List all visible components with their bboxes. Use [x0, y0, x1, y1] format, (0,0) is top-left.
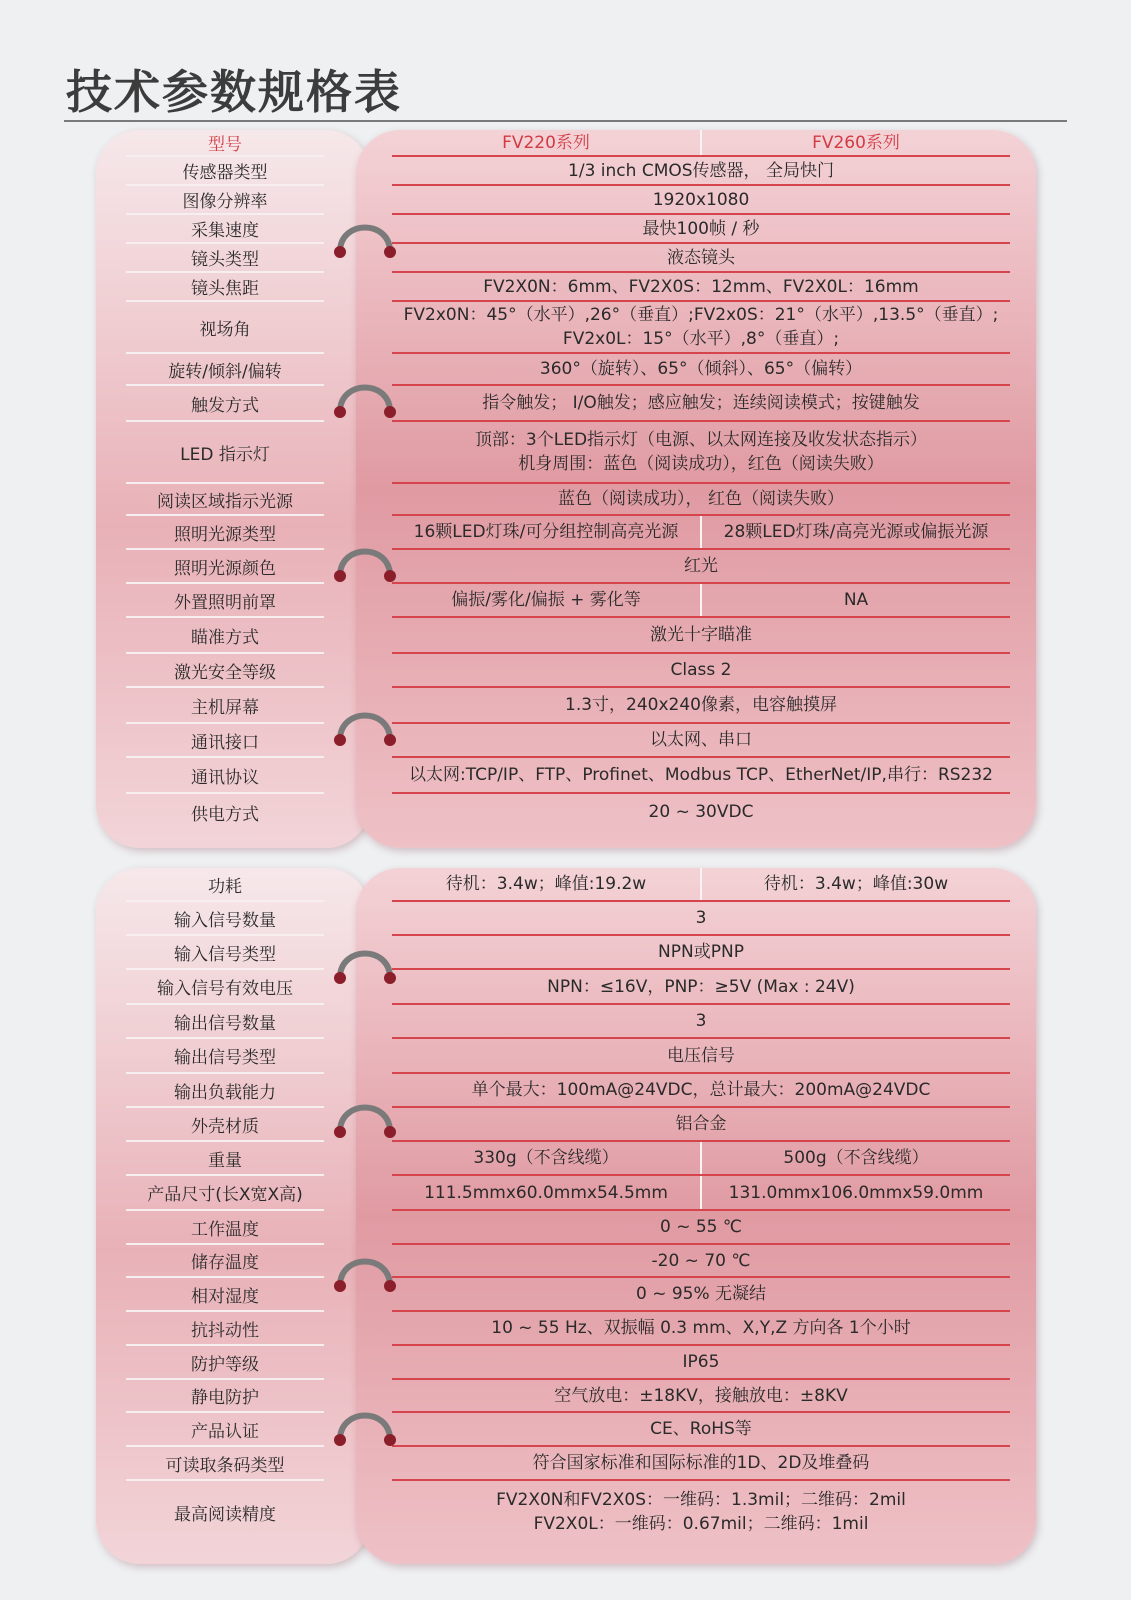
table-row — [96, 1039, 1036, 1074]
table-row — [96, 902, 1036, 936]
binder-ring-icon — [332, 214, 398, 264]
row-label: 镜头类型 — [126, 244, 324, 273]
table-row — [96, 1245, 1036, 1278]
row-value: 3 — [392, 1005, 1010, 1039]
series-a-value: 330g（不含线缆） — [473, 1148, 619, 1168]
table-row — [96, 186, 1036, 215]
row-value — [392, 1481, 1010, 1543]
row-label: 触发方式 — [126, 386, 324, 422]
model-header: 型号 — [126, 130, 324, 157]
value-line: FV2x0N：45°（水平）,26°（垂直）;FV2x0S：21°（水平）,13.5°（垂直）; — [403, 305, 999, 325]
series-a-value: 偏振/雾化/偏振 + 雾化等 — [451, 590, 641, 610]
table-row — [96, 354, 1036, 386]
row-value: 激光十字瞄准 — [392, 618, 1010, 654]
row-label: 抗抖动性 — [126, 1312, 324, 1346]
table-row — [96, 422, 1036, 484]
row-label: 相对湿度 — [126, 1278, 324, 1312]
row-value: 最快100帧 / 秒 — [392, 215, 1010, 244]
row-label: 外壳材质 — [126, 1108, 324, 1142]
row-value: 红光 — [392, 550, 1010, 584]
binder-ring-icon — [332, 1094, 398, 1144]
series-b-header: FV260系列 — [700, 130, 1010, 155]
table-row — [96, 386, 1036, 422]
row-value: 符合国家标准和国际标准的1D、2D及堆叠码 — [392, 1447, 1010, 1481]
row-label: 外置照明前罩 — [126, 584, 324, 618]
row-value: NPN或PNP — [392, 936, 1010, 970]
row-value: 单个最大：100mA@24VDC，总计最大：200mA@24VDC — [392, 1074, 1010, 1108]
table-row — [96, 1176, 1036, 1211]
table-row — [96, 654, 1036, 688]
row-label: 通讯协议 — [126, 758, 324, 794]
row-label: 照明光源颜色 — [126, 550, 324, 584]
table-row — [96, 758, 1036, 794]
row-value: 10 ~ 55 Hz、双振幅 0.3 mm、X,Y,Z 方向各 1个小时 — [392, 1312, 1010, 1346]
row-value: 液态镜头 — [392, 244, 1010, 273]
row-value: 360°（旋转）、65°（倾斜）、65°（偏转） — [392, 354, 1010, 386]
table-row — [96, 1211, 1036, 1245]
row-value: FV2X0N：6mm、FV2X0S：12mm、FV2X0L：16mm — [392, 273, 1010, 302]
row-label: 输入信号有效电压 — [126, 970, 324, 1005]
table-row — [96, 1312, 1036, 1346]
row-label: 防护等级 — [126, 1346, 324, 1380]
table-row — [96, 1447, 1036, 1481]
row-label: 储存温度 — [126, 1245, 324, 1278]
table-row — [96, 688, 1036, 724]
row-label: 可读取条码类型 — [126, 1447, 324, 1481]
row-value: CE、RoHS等 — [392, 1413, 1010, 1447]
row-value — [392, 1142, 1010, 1176]
spec-section-2 — [96, 868, 1036, 1564]
row-label: 镜头焦距 — [126, 273, 324, 302]
row-label: 阅读区域指示光源 — [126, 484, 324, 516]
row-value: 0 ~ 55 ℃ — [392, 1211, 1010, 1245]
series-a-value: 待机：3.4w；峰值:19.2w — [445, 874, 647, 894]
table-row — [96, 484, 1036, 516]
row-value: 0 ~ 95% 无凝结 — [392, 1278, 1010, 1312]
table-row — [96, 584, 1036, 618]
row-label: 通讯接口 — [126, 724, 324, 758]
value-line: 机身周围：蓝色（阅读成功），红色（阅读失败） — [518, 454, 884, 474]
series-b-value: 28颗LED灯珠/高亮光源或偏振光源 — [700, 516, 1010, 548]
row-label: 供电方式 — [191, 804, 259, 825]
row-label: 工作温度 — [126, 1211, 324, 1245]
binder-ring-icon — [332, 1248, 398, 1298]
row-value: 铝合金 — [392, 1108, 1010, 1142]
row-value — [392, 1176, 1010, 1211]
row-label: 采集速度 — [126, 215, 324, 244]
binder-ring-icon — [332, 374, 398, 424]
table-row — [96, 868, 1036, 902]
row-value: 空气放电：±18KV，接触放电：±8KV — [392, 1380, 1010, 1413]
table-row — [96, 302, 1036, 354]
row-value: 指令触发； I/O触发；感应触发；连续阅读模式；按键触发 — [392, 386, 1010, 422]
row-label: 瞄准方式 — [126, 618, 324, 654]
row-value — [392, 584, 1010, 618]
value-line: 顶部：3个LED指示灯（电源、以太网连接及收发状态指示） — [474, 430, 928, 450]
table-row — [96, 1278, 1036, 1312]
row-label: 视场角 — [126, 302, 324, 354]
header-row — [96, 130, 1036, 157]
row-label: 最高阅读精度 — [174, 1504, 276, 1525]
table-row — [96, 1481, 1036, 1543]
table-row — [96, 1074, 1036, 1108]
row-value — [392, 516, 1010, 550]
row-label: 输入信号类型 — [126, 936, 324, 970]
table-row — [96, 157, 1036, 186]
value-line: FV2X0N和FV2X0S：一维码：1.3mil；二维码：2mil — [496, 1490, 906, 1510]
series-a-header: FV220系列 — [502, 132, 590, 153]
row-value — [392, 302, 1010, 354]
row-value: 电压信号 — [392, 1039, 1010, 1074]
row-label: 照明光源类型 — [126, 516, 324, 550]
table-row — [96, 794, 1036, 830]
row-value: 20 ~ 30VDC — [648, 802, 754, 822]
row-value: IP65 — [392, 1346, 1010, 1380]
table-row — [96, 215, 1036, 244]
binder-ring-icon — [332, 1402, 398, 1452]
row-value: 以太网:TCP/IP、FTP、Profinet、Modbus TCP、EtherNet/IP,串行：RS232 — [392, 758, 1010, 794]
series-b-value: 500g（不含线缆） — [700, 1142, 1010, 1174]
row-label: 输入信号数量 — [126, 902, 324, 936]
row-value: 3 — [392, 902, 1010, 936]
table-row — [96, 1005, 1036, 1039]
row-label: 传感器类型 — [126, 157, 324, 186]
table-row — [96, 970, 1036, 1005]
row-value: 以太网、串口 — [392, 724, 1010, 758]
row-label: 旋转/倾斜/偏转 — [126, 354, 324, 386]
table-row — [96, 516, 1036, 550]
row-label: 产品尺寸(长X宽X高) — [126, 1176, 324, 1211]
table-row — [96, 1380, 1036, 1413]
row-label: 主机屏幕 — [126, 688, 324, 724]
row-value: 1920x1080 — [392, 186, 1010, 215]
row-label: 输出信号类型 — [126, 1039, 324, 1074]
table-row — [96, 1108, 1036, 1142]
table-row — [96, 1413, 1036, 1447]
table-row — [96, 724, 1036, 758]
series-a-value: 111.5mmx60.0mmx54.5mm — [424, 1182, 668, 1203]
binder-ring-icon — [332, 702, 398, 752]
table-row — [96, 1142, 1036, 1176]
series-b-value: 131.0mmx106.0mmx59.0mm — [700, 1176, 1010, 1209]
title-divider — [64, 120, 1067, 122]
row-value: NPN：≤16V，PNP：≥5V (Max : 24V) — [392, 970, 1010, 1005]
row-value: 1.3寸，240x240像素，电容触摸屏 — [392, 688, 1010, 724]
row-label: 重量 — [126, 1142, 324, 1176]
table-row — [96, 273, 1036, 302]
series-b-value: 待机：3.4w；峰值:30w — [700, 868, 1010, 900]
row-label: LED 指示灯 — [126, 422, 324, 484]
row-value: 1/3 inch CMOS传感器， 全局快门 — [392, 157, 1010, 186]
page-title: 技术参数规格表 — [66, 65, 402, 119]
table-row — [96, 618, 1036, 654]
table-row — [96, 936, 1036, 970]
table-row — [96, 1346, 1036, 1380]
row-value — [392, 868, 1010, 902]
row-label: 功耗 — [126, 868, 324, 902]
row-value: -20 ~ 70 ℃ — [392, 1245, 1010, 1278]
row-value: Class 2 — [392, 654, 1010, 688]
row-label: 产品认证 — [126, 1413, 324, 1447]
value-line: FV2X0L：一维码：0.67mil；二维码：1mil — [533, 1514, 869, 1534]
row-label: 激光安全等级 — [126, 654, 324, 688]
value-line: FV2x0L：15°（水平）,8°（垂直）; — [562, 329, 840, 349]
row-label: 输出负载能力 — [126, 1074, 324, 1108]
row-label: 静电防护 — [126, 1380, 324, 1413]
table-row — [96, 244, 1036, 273]
table-row — [96, 550, 1036, 584]
binder-ring-icon — [332, 940, 398, 990]
series-a-value: 16颗LED灯珠/可分组控制高亮光源 — [413, 522, 679, 542]
row-value: 蓝色（阅读成功）， 红色（阅读失败） — [392, 484, 1010, 516]
row-label: 图像分辨率 — [126, 186, 324, 215]
binder-ring-icon — [332, 538, 398, 588]
series-b-value: NA — [700, 584, 1010, 616]
row-label: 输出信号数量 — [126, 1005, 324, 1039]
spec-section-1 — [96, 130, 1036, 848]
row-value — [392, 422, 1010, 484]
